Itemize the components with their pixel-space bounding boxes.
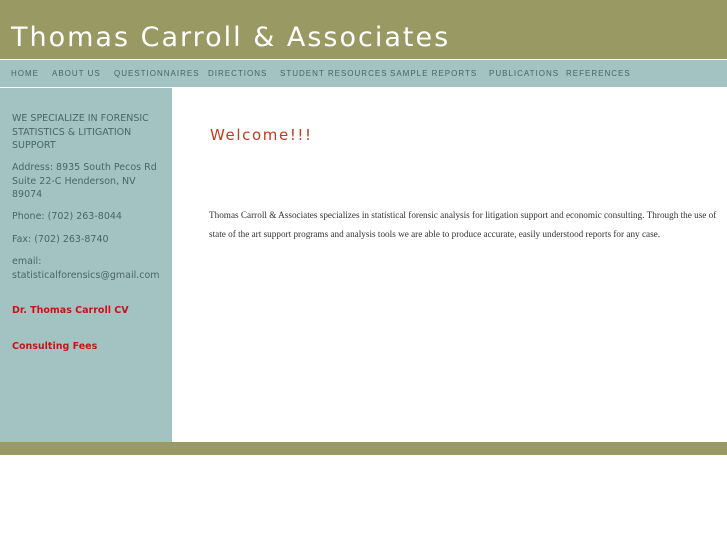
consulting-fees-link[interactable]: Consulting Fees [12, 341, 98, 352]
main-content [172, 88, 727, 442]
fax-text: Fax: (702) 263-8740 [12, 234, 109, 245]
nav-item-publications[interactable]: PUBLICATIONS [489, 69, 560, 78]
email-text: email: statisticalforensics@gmail.com [12, 256, 160, 281]
nav-item-student-resources[interactable]: STUDENT RESOURCES [280, 69, 388, 78]
nav-item-home[interactable]: HOME [11, 69, 39, 78]
main-nav [0, 60, 727, 87]
footer-bar [0, 442, 727, 455]
cv-link[interactable]: Dr. Thomas Carroll CV [12, 305, 129, 316]
site-header [0, 0, 727, 59]
specialty-text: WE SPECIALIZE IN FORENSIC STATISTICS & LITIGATION SUPPORT [12, 113, 149, 151]
nav-item-sample-reports[interactable]: SAMPLE REPORTS [390, 69, 478, 78]
welcome-heading: Welcome!!! [210, 126, 313, 144]
nav-item-questionnaires[interactable]: QUESTIONNAIRES [114, 69, 200, 78]
site-title: Thomas Carroll & Associates [11, 22, 451, 53]
phone-text: Phone: (702) 263-8044 [12, 211, 122, 222]
nav-item-about-us[interactable]: ABOUT US [52, 69, 101, 78]
sidebar [0, 88, 172, 442]
intro-paragraph: Thomas Carroll & Associates specializes in statistical forensic analysis for litigation support and economic consulting. Through the use of state of the art support programs and analysis tools we are able to produce accurate, easily understood reports for any case. [209, 210, 717, 239]
nav-item-references[interactable]: REFERENCES [566, 69, 631, 78]
nav-item-directions[interactable]: DIRECTIONS [208, 69, 268, 78]
address-text: Address: 8935 South Pecos Rd Suite 22-C Henderson, NV 89074 [12, 162, 157, 200]
